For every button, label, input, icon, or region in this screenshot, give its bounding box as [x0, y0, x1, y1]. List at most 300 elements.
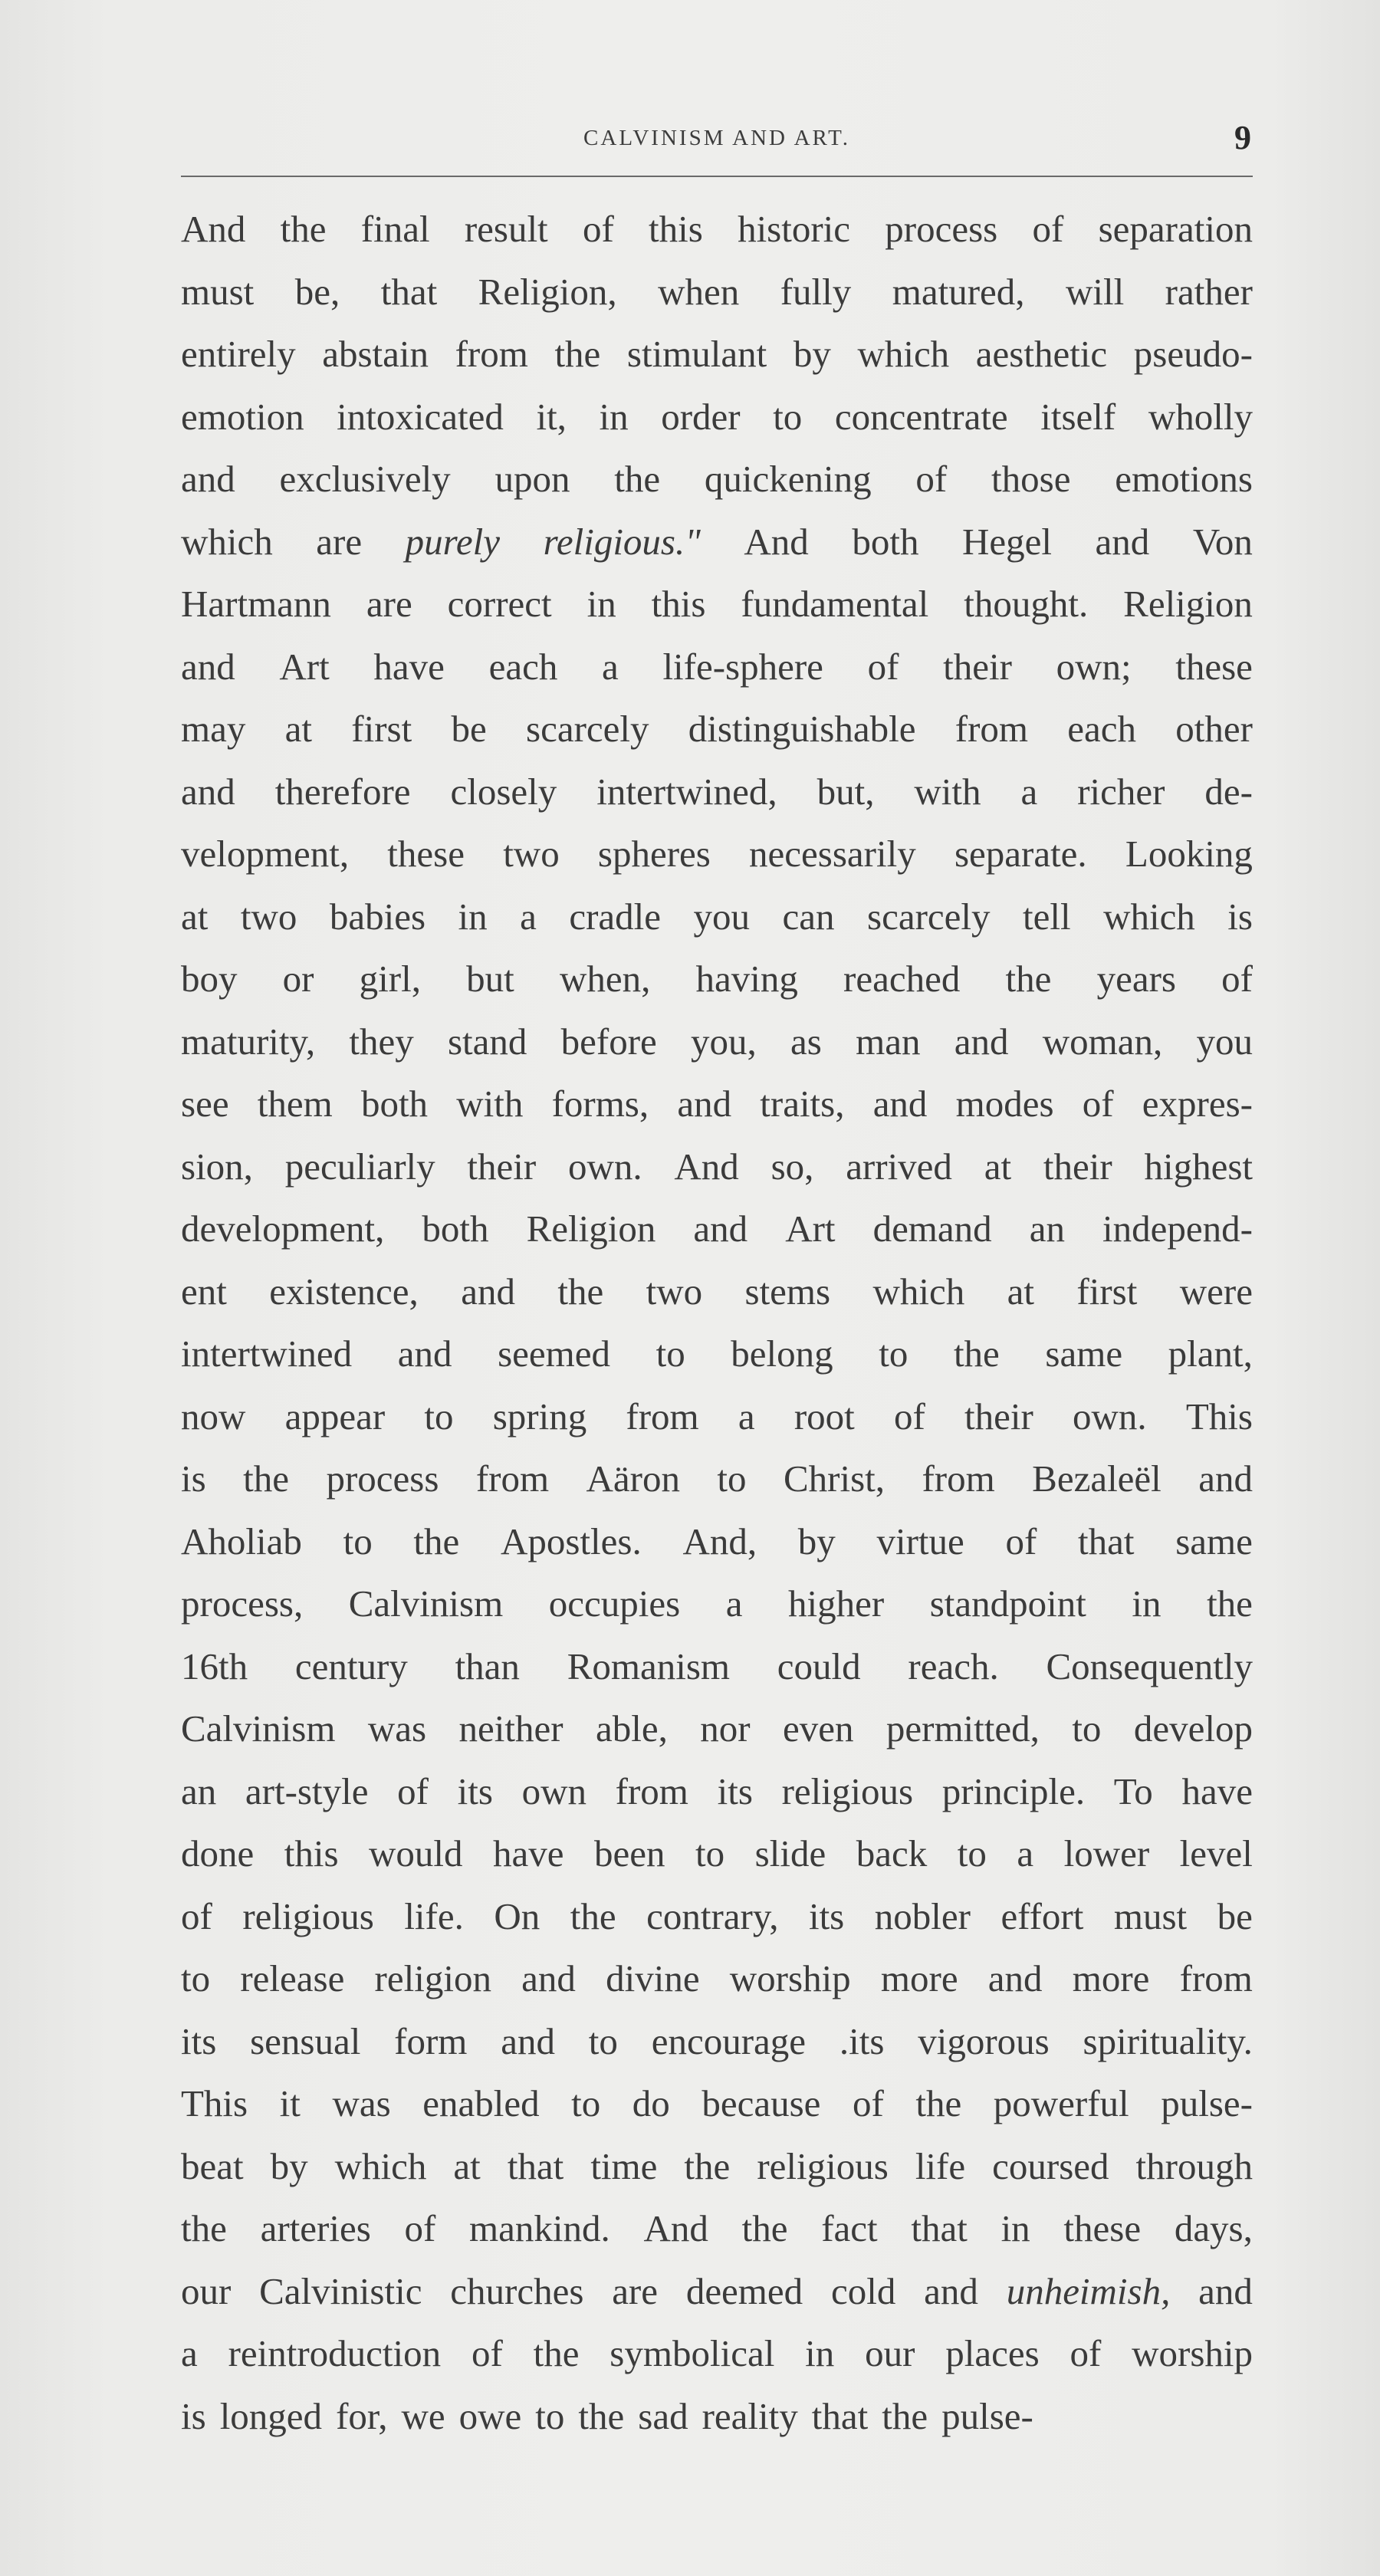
- word: Calvinism: [181, 1707, 336, 1750]
- word: exclusively: [279, 458, 451, 500]
- word: intoxicated: [337, 395, 504, 438]
- word: of: [397, 1769, 429, 1812]
- word: a: [1017, 1832, 1034, 1875]
- word: art-style: [245, 1769, 369, 1812]
- word: a: [738, 1395, 755, 1438]
- word: appear: [284, 1395, 386, 1438]
- word: and: [1198, 1457, 1253, 1500]
- word: have: [373, 645, 445, 688]
- word: emotions: [1115, 458, 1253, 500]
- word: Religion,: [478, 270, 617, 313]
- word: de-: [1204, 770, 1253, 813]
- word: powerful: [993, 2082, 1129, 2124]
- word: arrived: [846, 1145, 952, 1188]
- word: do: [632, 2082, 670, 2124]
- word: from: [955, 708, 1028, 750]
- word: longed: [219, 2394, 323, 2437]
- word: is: [1227, 895, 1253, 938]
- word: wholly: [1148, 395, 1253, 438]
- word: mankind.: [469, 2207, 610, 2249]
- word: enabled: [422, 2082, 540, 2124]
- word: other: [1175, 708, 1253, 750]
- word: must: [1113, 1894, 1188, 1937]
- text-line: [181, 1198, 1253, 1260]
- word: to: [957, 1832, 987, 1875]
- word: stand: [447, 1020, 527, 1063]
- word: must: [181, 270, 255, 313]
- word: pulse-: [1161, 2082, 1253, 2124]
- word: Christ,: [783, 1457, 886, 1500]
- word: and: [987, 1957, 1043, 1999]
- word: Looking: [1125, 833, 1253, 875]
- word: own.: [1072, 1395, 1147, 1438]
- word: so,: [770, 1145, 814, 1188]
- text-line: [181, 323, 1253, 386]
- text-line: [181, 386, 1253, 449]
- word: Aholiab: [181, 1520, 302, 1562]
- word: its: [181, 2019, 217, 2062]
- word: occupies: [548, 1582, 681, 1625]
- word: its: [717, 1769, 753, 1812]
- word: own;: [1056, 645, 1132, 688]
- word: by: [797, 1520, 836, 1562]
- word: the: [280, 208, 327, 250]
- word: a: [1020, 770, 1038, 813]
- word: the: [413, 1520, 460, 1562]
- word: scarcely: [867, 895, 991, 938]
- text-line: [181, 1447, 1253, 1510]
- word: permitted,: [886, 1707, 1040, 1750]
- word: that: [507, 2144, 564, 2187]
- word: and: [1095, 520, 1150, 563]
- word: contrary,: [646, 1894, 779, 1937]
- word: 16th: [181, 1644, 248, 1687]
- word: pseudo-: [1133, 333, 1253, 375]
- word: divine: [606, 1957, 700, 1999]
- word: this: [651, 583, 706, 625]
- word: virtue: [876, 1520, 964, 1562]
- word: the: [557, 1270, 604, 1313]
- word: owe: [458, 2394, 522, 2437]
- word: deemed: [685, 2269, 803, 2312]
- word: religion: [374, 1957, 491, 1999]
- word: before: [560, 1020, 657, 1063]
- word: traits,: [760, 1083, 845, 1125]
- word: seemed: [498, 1332, 610, 1375]
- word: nor: [700, 1707, 751, 1750]
- word: Romanism: [567, 1644, 731, 1687]
- word: reached: [843, 958, 961, 1000]
- text-line: [181, 636, 1253, 698]
- word: be,: [294, 270, 340, 313]
- word: churches: [450, 2269, 584, 2312]
- word: that: [1078, 1520, 1135, 1562]
- word: when: [658, 270, 740, 313]
- word: reach.: [908, 1644, 999, 1687]
- word: at: [453, 2144, 481, 2187]
- word: and: [397, 1332, 452, 1375]
- word: root: [794, 1395, 855, 1438]
- text-line: [181, 198, 1253, 261]
- word: the: [741, 2207, 788, 2249]
- word: their: [943, 645, 1012, 688]
- word: sad: [638, 2394, 688, 2437]
- word: are: [612, 2269, 659, 2312]
- word: those: [991, 458, 1071, 500]
- word: Hartmann: [181, 583, 331, 625]
- word: it,: [536, 395, 567, 438]
- word: back: [856, 1832, 928, 1875]
- text-line: [181, 448, 1253, 511]
- word: ent: [181, 1270, 227, 1313]
- word: Von: [1192, 520, 1253, 563]
- word: from: [626, 1395, 699, 1438]
- word: spring: [492, 1395, 587, 1438]
- word: both: [360, 1083, 429, 1125]
- word: belong: [731, 1332, 833, 1375]
- word: spirituality.: [1083, 2019, 1253, 2062]
- word: to: [656, 1332, 685, 1375]
- word: And: [674, 1145, 739, 1188]
- word: and: [1198, 2269, 1253, 2312]
- word: but: [466, 958, 514, 1000]
- word: effort: [1001, 1894, 1084, 1937]
- word: distinguishable: [688, 708, 916, 750]
- word: is: [181, 1457, 206, 1500]
- text-line: [181, 261, 1253, 324]
- word: to: [181, 1957, 211, 1999]
- word: from: [1179, 1957, 1253, 1999]
- word: result: [464, 208, 548, 250]
- word: their: [467, 1145, 537, 1188]
- word: modes: [955, 1083, 1054, 1125]
- word: fully: [780, 270, 852, 313]
- word: nobler: [874, 1894, 971, 1937]
- word: days,: [1174, 2207, 1253, 2249]
- word: an: [181, 1769, 217, 1812]
- word: they: [349, 1020, 414, 1063]
- word: and: [181, 645, 235, 688]
- word: of: [1032, 208, 1064, 250]
- word: the: [570, 1894, 616, 1937]
- word: symbolical: [610, 2332, 775, 2374]
- word: both: [422, 1208, 489, 1250]
- word: man: [856, 1020, 921, 1063]
- word: the: [554, 333, 601, 375]
- word: been: [594, 1832, 665, 1875]
- word: to: [879, 1332, 909, 1375]
- word: scarcely: [526, 708, 649, 750]
- word: fact: [821, 2207, 878, 2249]
- word: was: [367, 1707, 427, 1750]
- word: was: [332, 2082, 391, 2124]
- word: of: [1070, 2332, 1102, 2374]
- text-line: [181, 1322, 1253, 1385]
- word: Bezaleël: [1032, 1457, 1162, 1500]
- word: century: [294, 1644, 408, 1687]
- word: emotion: [181, 395, 304, 438]
- word: woman,: [1042, 1020, 1163, 1063]
- word: vigorous: [918, 2019, 1050, 2062]
- word: and: [181, 458, 235, 500]
- word: may: [181, 708, 246, 750]
- word: abstain: [322, 333, 429, 375]
- word: This: [181, 2082, 248, 2124]
- word: spheres: [597, 833, 711, 875]
- text-line: [181, 2322, 1253, 2385]
- text-line: [181, 1760, 1253, 1823]
- word: babies: [329, 895, 426, 938]
- word: will: [1065, 270, 1125, 313]
- word: from: [475, 1457, 550, 1500]
- word: are: [366, 583, 412, 625]
- word: stems: [744, 1270, 831, 1313]
- word: to: [535, 2394, 565, 2437]
- word: life-sphere: [662, 645, 823, 688]
- word: process,: [181, 1582, 304, 1625]
- word: its: [808, 1894, 845, 1937]
- word: upon: [495, 458, 570, 500]
- word: with: [914, 770, 981, 813]
- word: have: [1181, 1769, 1253, 1812]
- word: Apostles.: [500, 1520, 642, 1562]
- text-line: [181, 1822, 1253, 1885]
- word: their: [964, 1395, 1033, 1438]
- word: it: [279, 2082, 301, 2124]
- word: from: [455, 333, 528, 375]
- word: in: [805, 2332, 835, 2374]
- text-line: [181, 1010, 1253, 1073]
- word: And: [744, 520, 809, 563]
- word: rather: [1165, 270, 1253, 313]
- word: stimulant: [626, 333, 767, 375]
- word: these: [387, 833, 465, 875]
- word: through: [1135, 2144, 1253, 2187]
- word: the: [243, 1457, 289, 1500]
- word: same: [1175, 1520, 1253, 1562]
- word: two: [646, 1270, 703, 1313]
- word: process: [885, 208, 998, 250]
- word: and: [677, 1083, 732, 1125]
- text-line: [181, 2385, 1253, 2448]
- text-line: [181, 1885, 1253, 1948]
- text-line: [181, 573, 1253, 636]
- word: higher: [787, 1582, 885, 1625]
- word: we: [401, 2394, 445, 2437]
- word: at: [181, 895, 209, 938]
- word: coursed: [992, 2144, 1109, 2187]
- word: with: [456, 1083, 524, 1125]
- word: development,: [181, 1208, 385, 1250]
- word: intertwined: [181, 1332, 353, 1375]
- word: to: [773, 395, 803, 438]
- text-line: [181, 948, 1253, 1010]
- header-rule: [181, 176, 1253, 177]
- text-line: [181, 1572, 1253, 1635]
- word: separate.: [954, 833, 1087, 875]
- word: level: [1179, 1832, 1253, 1875]
- word: see: [181, 1083, 229, 1125]
- word: independ-: [1102, 1208, 1253, 1250]
- text-line: [181, 511, 1253, 573]
- word: be: [1217, 1894, 1253, 1937]
- running-title: CALVINISM AND ART.: [583, 126, 850, 150]
- word: and: [521, 1957, 576, 1999]
- word: religious: [757, 2144, 889, 2187]
- word: lower: [1063, 1832, 1150, 1875]
- word: in: [599, 395, 629, 438]
- word: of: [404, 2207, 436, 2249]
- word: their: [1043, 1145, 1112, 1188]
- word: which: [181, 520, 273, 563]
- text-line: [181, 1697, 1253, 1760]
- text-line: [181, 1260, 1253, 1323]
- word: two: [503, 833, 560, 875]
- word: worship: [1132, 2332, 1253, 2374]
- word: entirely: [181, 333, 296, 375]
- word: This: [1185, 1395, 1253, 1438]
- word: Art: [279, 645, 330, 688]
- word: as: [790, 1020, 822, 1063]
- word: the: [882, 2394, 928, 2437]
- word: having: [695, 958, 798, 1000]
- word: cold: [830, 2269, 896, 2312]
- word: matured,: [892, 270, 1025, 313]
- word: beat: [181, 2144, 244, 2187]
- text-line: [181, 761, 1253, 823]
- word: velopment,: [181, 833, 350, 875]
- word: these: [1175, 645, 1253, 688]
- word: you: [1196, 1020, 1253, 1063]
- word: first: [1076, 1270, 1138, 1313]
- word: which: [334, 2144, 427, 2187]
- word: the: [915, 2082, 962, 2124]
- word: forms,: [551, 1083, 649, 1125]
- word: our: [865, 2332, 915, 2374]
- word: even: [782, 1707, 854, 1750]
- word: And: [643, 2207, 708, 2249]
- word: .its: [839, 2019, 885, 2062]
- word: religious: [781, 1769, 914, 1812]
- word: in: [1132, 1582, 1162, 1625]
- word: richer: [1077, 770, 1165, 813]
- word: the: [614, 458, 661, 500]
- word: demand: [872, 1208, 992, 1250]
- word: same: [1045, 1332, 1123, 1375]
- word: can: [782, 895, 835, 938]
- word: the: [181, 2207, 227, 2249]
- word: reintroduction: [228, 2332, 442, 2374]
- word: to: [695, 1832, 725, 1875]
- word: the: [533, 2332, 580, 2374]
- word: an: [1029, 1208, 1065, 1250]
- word: And,: [682, 1520, 757, 1562]
- word: thought.: [964, 583, 1089, 625]
- word: the: [1207, 1582, 1253, 1625]
- word: Aäron: [586, 1457, 680, 1500]
- word: you: [693, 895, 751, 938]
- word: or: [282, 958, 314, 1000]
- word: historic: [738, 208, 851, 250]
- word: pulse-: [941, 2394, 1033, 2437]
- word: order: [661, 395, 741, 438]
- word: done: [181, 1832, 255, 1875]
- body-text: [181, 198, 1253, 2447]
- word: more: [880, 1957, 958, 1999]
- word: and: [501, 2019, 555, 2062]
- word: this: [649, 208, 703, 250]
- word: from: [922, 1457, 995, 1500]
- word: to: [343, 1520, 373, 1562]
- word: girl,: [359, 958, 421, 1000]
- word: of: [915, 458, 948, 500]
- word: therefore: [274, 770, 411, 813]
- word: of: [1082, 1083, 1114, 1125]
- text-line: [181, 2260, 1253, 2323]
- word: closely: [450, 770, 557, 813]
- word: in: [1001, 2207, 1030, 2249]
- word: but,: [816, 770, 875, 813]
- word: at: [1007, 1270, 1035, 1313]
- word: boy: [181, 958, 238, 1000]
- word: own.: [567, 1145, 642, 1188]
- word: own: [521, 1769, 586, 1812]
- word: a: [520, 895, 537, 938]
- word: which: [1103, 895, 1195, 938]
- word: quickening: [704, 458, 872, 500]
- text-line: [181, 1510, 1253, 1573]
- word: release: [240, 1957, 345, 1999]
- word: that: [811, 2394, 869, 2437]
- word: arteries: [260, 2207, 371, 2249]
- running-head: [181, 121, 1253, 167]
- word: them: [257, 1083, 333, 1125]
- word: these: [1063, 2207, 1142, 2249]
- word: in: [458, 895, 488, 938]
- word: that: [380, 270, 438, 313]
- word: of: [181, 1894, 212, 1937]
- word: religious.": [543, 520, 701, 563]
- word: form: [394, 2019, 468, 2062]
- word: could: [777, 1644, 861, 1687]
- word: principle.: [941, 1769, 1086, 1812]
- word: to: [717, 1457, 747, 1500]
- word: fundamental: [741, 583, 929, 625]
- word: Religion: [1123, 583, 1253, 625]
- word: reality: [702, 2394, 798, 2437]
- word: correct: [447, 583, 552, 625]
- word: life: [915, 2144, 966, 2187]
- word: in: [586, 583, 616, 625]
- word: tell: [1022, 895, 1071, 938]
- word: from: [615, 1769, 688, 1812]
- word: a: [602, 645, 619, 688]
- word: its: [457, 1769, 493, 1812]
- word: two: [240, 895, 297, 938]
- word: of: [582, 208, 614, 250]
- word: of: [893, 1395, 925, 1438]
- word: encourage: [651, 2019, 807, 2062]
- word: worship: [729, 1957, 851, 1999]
- word: On: [494, 1894, 540, 1937]
- word: Religion: [526, 1208, 656, 1250]
- word: both: [852, 520, 919, 563]
- word: final: [360, 208, 430, 250]
- word: of: [1005, 1520, 1037, 1562]
- word: concentrate: [834, 395, 1008, 438]
- word: that: [911, 2207, 968, 2249]
- text-line: [181, 1947, 1253, 2010]
